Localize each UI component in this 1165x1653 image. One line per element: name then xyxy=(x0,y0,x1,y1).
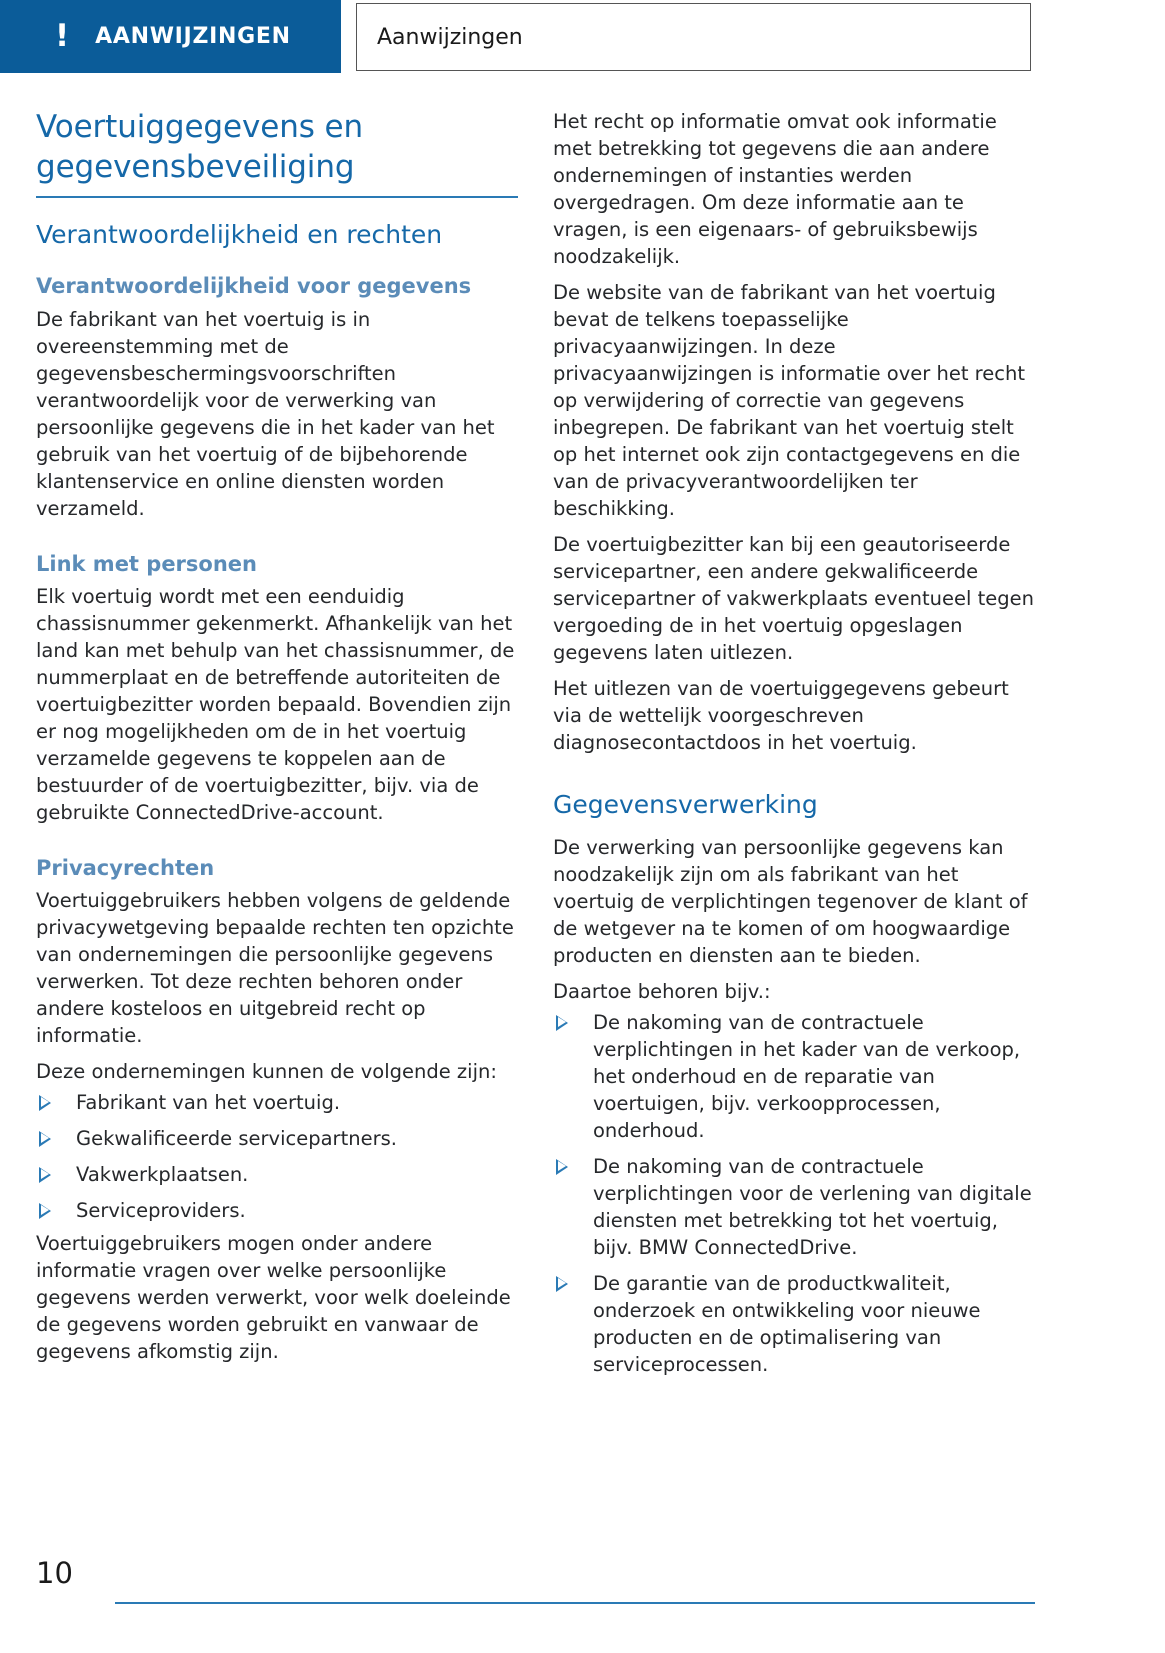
list-item xyxy=(36,1125,518,1152)
list-item xyxy=(553,1153,1035,1261)
paragraph-link-to-persons: Elk voertuig wordt met een eenduidig chassisnummer gekenmerkt. Afhankelijk van het land kan met behulp van het chassisnummer, de nummerplaat en de betreffende autoriteiten de voertuigbezitter worden bepaald. Bovendien zijn er nog mogelijkheden om de in het voertuig verzamelde gegevens te koppelen aan de bestuurder of de voertuigbezitter, bijv. via de gebruikte ConnectedDrive-account. xyxy=(36,584,515,824)
paragraph-right-to-information: Het recht op informatie omvat ook informatie met betrekking tot gegevens die aan andere ondernemingen of instanties werden overgedragen. Om deze informatie aan te vragen, is een eigenaars- of gebruiksbewijs noodzakelijk. xyxy=(553,110,997,268)
triangle-bullet-inner-icon xyxy=(558,1278,566,1288)
subheading-privacy-rights: Privacyrechten xyxy=(36,855,215,880)
paragraph-diagnostic-socket: Het uitlezen van de voertuiggegevens gebeurt via de wettelijk voorgeschreven diagnosecontactdoos in het voertuig. xyxy=(553,677,1009,754)
paragraph-purposes-intro: Daartoe behoren bijv.: xyxy=(553,980,771,1003)
list-item-label: De nakoming van de contractuele verplichtingen voor de verlening van digitale diensten met betrekking tot het voertuig, bijv. BMW ConnectedDrive. xyxy=(593,1155,1032,1259)
purposes-list xyxy=(553,1009,1035,1378)
triangle-bullet-inner-icon xyxy=(558,1161,566,1171)
list-item-label: De nakoming van de contractuele verplichtingen in het kader van de verkoop, het onderhoud en de reparatie van voertuigen, bijv. verkoopprocessen, onderhoud. xyxy=(593,1011,1021,1142)
page-number: 10 xyxy=(36,1556,73,1590)
list-item xyxy=(36,1089,518,1116)
paragraph-service-partner-readout: De voertuigbezitter kan bij een geautoriseerde servicepartner, een andere gekwalificeerde servicepartner of vakwerkplaats eventueel tegen vergoeding de in het voertuig opgeslagen gegevens laten uitlezen. xyxy=(553,533,1035,664)
list-item xyxy=(36,1161,518,1188)
list-item xyxy=(36,1197,518,1224)
page-header xyxy=(0,0,1165,78)
list-item-label: Vakwerkplaatsen. xyxy=(76,1162,249,1186)
subheading-data-responsibility: Verantwoordelijkheid voor gegevens xyxy=(36,274,472,299)
footer-divider xyxy=(115,1602,1035,1604)
list-item-label: Gekwalificeerde servicepartners. xyxy=(76,1126,397,1150)
triangle-bullet-inner-icon xyxy=(41,1133,49,1143)
companies-list xyxy=(36,1089,518,1224)
paragraph-user-information-rights: Voertuiggebruikers mogen onder andere informatie vragen over welke persoonlijke gegevens werden verwerkt, voor welk doeleinde de gegevens worden gebruikt en vanwaar de gegevens afkomstig zijn. xyxy=(36,1231,511,1363)
subheading-link-to-persons: Link met personen xyxy=(36,551,257,576)
page-title: Voertuiggegevens en gegevensbeveiliging xyxy=(36,109,364,185)
triangle-bullet-inner-icon xyxy=(558,1017,566,1027)
paragraph-companies-intro: Deze ondernemingen kunnen de volgende zijn: xyxy=(36,1059,497,1083)
paragraph-data-processing-purpose: De verwerking van persoonlijke gegevens kan noodzakelijk zijn om als fabrikant van het voertuig de verplichtingen tegenover de klant of de wetgever na te komen of om hoogwaardige producten en diensten aan te bieden. xyxy=(553,836,1028,967)
page-footer xyxy=(0,1556,1165,1616)
triangle-bullet-inner-icon xyxy=(41,1205,49,1215)
triangle-bullet-inner-icon xyxy=(41,1169,49,1179)
notice-tag-banner xyxy=(0,0,341,73)
list-item xyxy=(553,1270,1035,1378)
title-divider xyxy=(36,196,518,198)
list-item xyxy=(553,1009,1035,1144)
section-heading-data-processing: Gegevensverwerking xyxy=(553,790,818,819)
right-column xyxy=(553,108,1035,1384)
list-item-label: De garantie van de productkwaliteit, onderzoek en ontwikkeling voor nieuwe producten en de optimalisering van serviceprocessen. xyxy=(593,1272,981,1376)
chapter-title-label: Aanwijzingen xyxy=(377,24,523,50)
left-column xyxy=(36,108,518,1374)
paragraph-privacy-rights: Voertuiggebruikers hebben volgens de geldende privacywetgeving bepaalde rechten ten opzichte van ondernemingen die persoonlijke gegevens verwerken. Tot deze rechten behoren onder andere kosteloos en uitgebreid recht op informatie. xyxy=(36,888,514,1047)
list-item-label: Serviceproviders. xyxy=(76,1198,246,1222)
notice-tag-label: AANWIJZINGEN xyxy=(95,24,291,49)
exclamation-icon: ! xyxy=(55,18,70,54)
chapter-title-box xyxy=(356,3,1031,71)
list-item-label: Fabrikant van het voertuig. xyxy=(76,1090,341,1114)
paragraph-manufacturer-website: De website van de fabrikant van het voertuig bevat de telkens toepasselijke privacyaanwijzingen. In deze privacyaanwijzingen is informatie over het recht op verwijdering of correctie van gegevens inbegrepen. De fabrikant van het voertuig stelt op het internet ook zijn contactgegevens en die van de privacyverantwoordelijken ter beschikking. xyxy=(553,281,1025,520)
paragraph-data-responsibility: De fabrikant van het voertuig is in overeenstemming met de gegevensbeschermingsvoorschriften verantwoordelijk voor de verwerking van persoonlijke gegevens die in het kader van het gebruik van het voertuig of de bijbehorende klantenservice en online diensten worden verzameld. xyxy=(36,307,495,520)
triangle-bullet-inner-icon xyxy=(41,1097,49,1107)
section-heading-rights: Verantwoordelijkheid en rechten xyxy=(36,220,443,250)
